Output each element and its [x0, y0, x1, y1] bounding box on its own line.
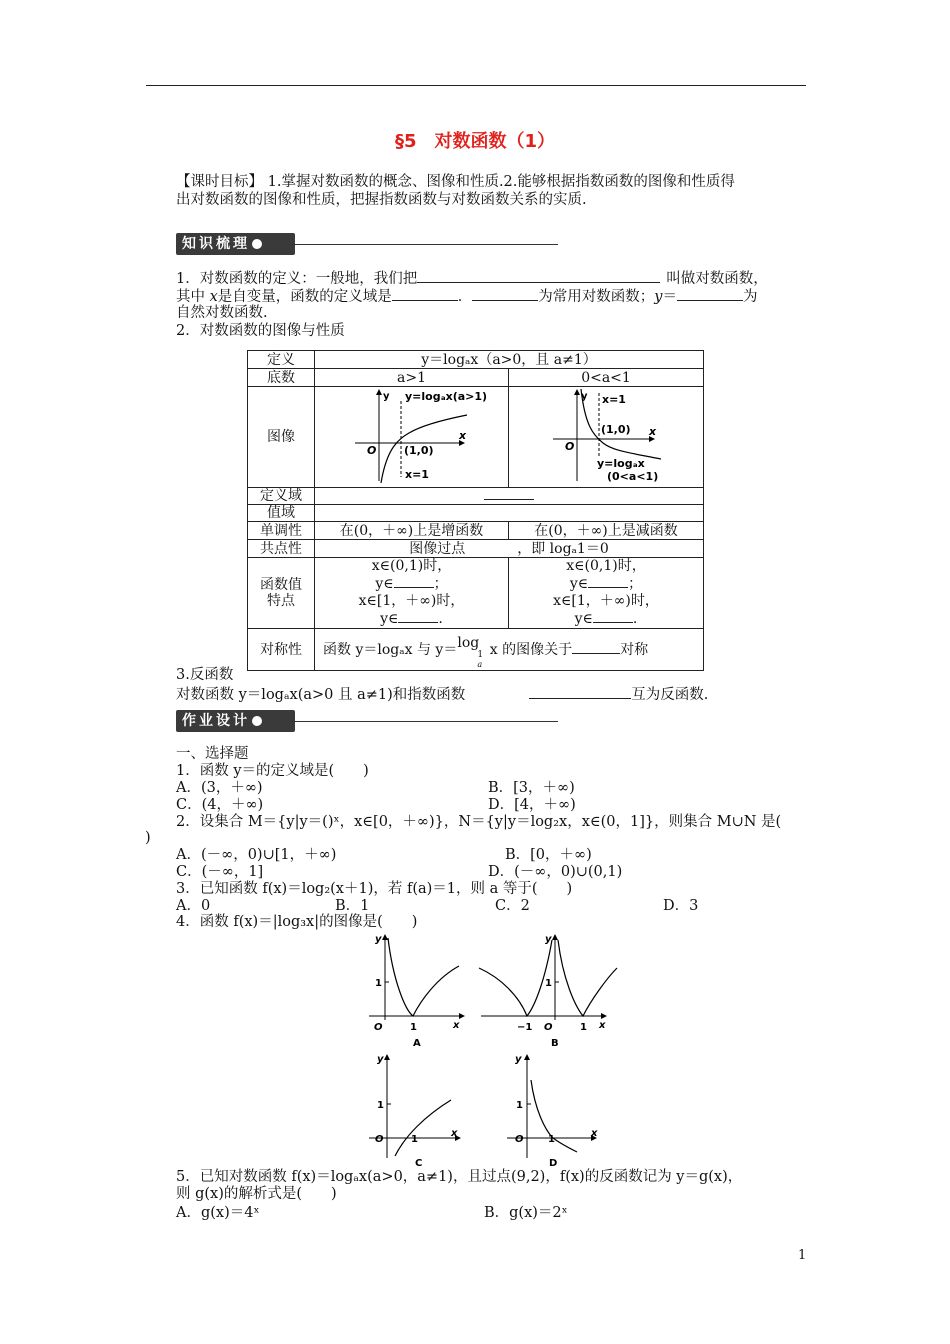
graph-right-cell	[509, 387, 704, 488]
hw-q5-option-b[interactable]: B．g(x)＝2ˣ	[484, 1205, 568, 1221]
x-arrow-icon	[459, 1013, 465, 1019]
vals-text: ；	[433, 576, 448, 592]
table-row	[248, 488, 704, 505]
hw-category: 一、选择题	[176, 746, 249, 762]
hw-q3-option-b[interactable]: B．1	[335, 898, 370, 914]
table-row	[248, 558, 704, 629]
curve	[388, 938, 459, 1016]
hw-q3-option-d[interactable]: D．3	[663, 898, 699, 914]
section-banner-homework	[176, 710, 295, 732]
graph-option-b[interactable]	[479, 934, 617, 1049]
y-arrow-icon	[552, 934, 558, 940]
def-value: y＝logₐx（a>0，且 a≠1）	[315, 351, 704, 369]
goals-line1	[176, 173, 735, 191]
page-title: §5 对数函数（1）	[394, 131, 556, 152]
row-label: 定义	[248, 351, 315, 369]
point-cell	[315, 540, 704, 558]
domain-cell[interactable]	[315, 488, 704, 505]
range-cell[interactable]	[315, 505, 704, 522]
vals-text: x∈(0,1)时，	[566, 558, 646, 574]
vals-text: x∈[1，＋∞)时，	[358, 593, 465, 609]
tick-label: 1	[545, 978, 552, 989]
point-label: (1,0)	[601, 423, 631, 436]
hw-q1: 1．函数 y＝的定义域是( )	[176, 763, 369, 779]
inverse-text-b: 互为反函数.	[631, 687, 709, 703]
row-label: 共点性	[248, 540, 315, 558]
table-row	[248, 522, 704, 540]
log-sub-top: 1	[477, 649, 484, 660]
vals-label-1: 函数值	[260, 577, 302, 593]
knowledge-q1-line1	[176, 268, 768, 288]
tick-label: 1	[548, 1134, 555, 1145]
curve	[395, 1100, 451, 1156]
tick-label: 1	[410, 1022, 417, 1033]
answer-blank[interactable]	[484, 489, 534, 500]
banner-line	[290, 721, 558, 722]
axis-label-y: y	[382, 391, 390, 402]
vals-text: y∈	[569, 576, 589, 592]
axis-label-x: x	[458, 429, 466, 442]
graph-option-c[interactable]	[369, 1054, 461, 1169]
inverse-text-a: 对数函数 y＝logₐx(a>0 且 a≠1)和指数函数	[176, 687, 466, 703]
log-sub-bot: a	[477, 659, 483, 669]
row-label: 对称性	[248, 629, 315, 671]
knowledge-q1-line3: 自然对数函数.	[176, 305, 268, 321]
origin-label: O	[565, 440, 575, 453]
tick-label: 1	[411, 1134, 418, 1145]
line-label: x=1	[602, 393, 626, 406]
line-label: x=1	[404, 468, 429, 481]
banner-dot-icon	[252, 716, 262, 726]
hw-q2-option-b[interactable]: B．[0，＋∞)	[505, 847, 592, 863]
hw-q3: 3．已知函数 f(x)＝log₂(x＋1)，若 f(a)＝1，则 a 等于( )	[176, 881, 573, 897]
q1-text-h: 为	[743, 289, 758, 305]
log-base-fraction	[457, 634, 485, 669]
graph-increasing	[317, 387, 507, 483]
hw-q5-line2: 则 g(x)的解析式是( )	[176, 1186, 337, 1202]
y-arrow-icon	[376, 389, 382, 395]
graph-option-d[interactable]	[507, 1054, 598, 1169]
origin-label: O	[366, 444, 376, 457]
axis-label-x: x	[649, 425, 657, 438]
answer-blank[interactable]	[677, 286, 743, 301]
q1-text-g: ＝	[662, 289, 677, 305]
graph-option-a[interactable]	[369, 934, 465, 1049]
sym-cell	[315, 629, 704, 671]
answer-blank[interactable]	[398, 610, 438, 623]
axis-label-y: y	[545, 934, 552, 945]
hw-q2-option-c[interactable]: C．(－∞，1]	[176, 864, 264, 880]
table-row	[248, 629, 704, 671]
point-label: (1,0)	[403, 444, 434, 457]
hw-q5-option-a[interactable]: A．g(x)＝4ˣ	[176, 1205, 260, 1221]
section-banner-knowledge	[176, 233, 295, 255]
q1-var-x: x	[209, 289, 218, 305]
banner-line	[290, 244, 558, 245]
knowledge-q2: 2．对数函数的图像与性质	[176, 323, 345, 339]
row-label: 底数	[248, 369, 315, 387]
tick-label: 1	[580, 1022, 587, 1033]
hw-q2-end: )	[145, 830, 151, 846]
option-label: D	[549, 1158, 558, 1169]
y-arrow-icon	[524, 1054, 530, 1060]
answer-blank[interactable]	[392, 286, 458, 301]
q1-text-a: 1．对数函数的定义：一般地，我们把	[176, 271, 418, 287]
tick-label: −1	[517, 1022, 533, 1033]
row-label: 定义域	[248, 488, 315, 505]
y-arrow-icon	[574, 389, 580, 395]
properties-table	[247, 350, 704, 671]
curve	[558, 940, 617, 1016]
point-text-a: 图像过点	[409, 540, 466, 557]
point-text-b: ，即 logₐ1＝0	[517, 540, 609, 557]
curve-label: y=logₐx	[597, 457, 645, 470]
hw-q1-option-b[interactable]: B．[3，＋∞)	[488, 780, 575, 796]
curve-label: y=logₐx(a>1)	[404, 390, 487, 403]
hw-q1-option-c[interactable]: C．(4，＋∞)	[176, 797, 264, 813]
curve	[479, 940, 552, 1016]
origin-label: O	[374, 1022, 383, 1033]
origin-label: O	[515, 1134, 524, 1145]
tick-label: 1	[516, 1100, 523, 1111]
table-row	[248, 505, 704, 522]
curve-label-condition: (0<a<1)	[607, 470, 659, 483]
vals-text: .	[632, 611, 638, 627]
axis-label-y: y	[375, 934, 382, 945]
q4-options-figure	[355, 930, 620, 1175]
knowledge-q1-line2	[176, 286, 758, 306]
hw-q2: 2．设集合 M＝{y|y＝()ˣ，x∈[0，＋∞)}，N＝{y|y＝log₂x，x∈(0，1]}，则集合 M∪N 是(	[176, 814, 782, 830]
option-label: B	[551, 1038, 559, 1049]
banner-dot-icon	[252, 239, 262, 249]
hw-q1-option-a[interactable]: A．(3，＋∞)	[176, 780, 263, 796]
row-label: 图像	[248, 387, 315, 488]
axis-label-x: x	[599, 1020, 606, 1031]
axis-label-x: x	[453, 1020, 460, 1031]
vals-left	[315, 558, 509, 629]
table-row	[248, 540, 704, 558]
header-rule	[146, 85, 806, 86]
q1-text-f: 为常用对数函数；	[538, 289, 655, 305]
q1-text-b: 叫做对数函数，	[666, 271, 768, 287]
base-right: 0<a<1	[509, 369, 704, 387]
row-label: 单调性	[248, 522, 315, 540]
hw-q3-option-a[interactable]: A．0	[176, 898, 211, 914]
answer-blank[interactable]	[472, 286, 538, 301]
q1-text-d: 是自变量，函数的定义域是	[217, 289, 392, 305]
sym-text-c: 对称	[620, 641, 649, 658]
vals-text: x∈[1，＋∞)时，	[553, 593, 659, 609]
goals-text1: 1.掌握对数函数的概念、图像和性质.2.能够根据指数函数的图像和性质得	[263, 174, 735, 190]
hw-q4: 4．函数 f(x)＝|log₃x|的图像是( )	[176, 914, 418, 930]
hw-q2-option-a[interactable]: A．(－∞，0)∪[1，＋∞)	[176, 847, 337, 863]
vals-label-2: 特点	[267, 593, 295, 609]
page-number: 1	[798, 1248, 807, 1263]
sym-text-a: 函数 y＝logₐx 与 y＝	[323, 641, 458, 658]
inverse-line	[176, 684, 708, 704]
vals-right	[509, 558, 704, 629]
answer-blank[interactable]	[394, 575, 434, 588]
goals-line2: 出对数函数的图像和性质，把握指数函数与对数函数关系的实质.	[176, 192, 587, 208]
x-arrow-icon	[601, 1013, 607, 1019]
option-label: A	[413, 1038, 421, 1049]
graph-decreasing	[511, 387, 701, 483]
axis-label-y: y	[515, 1054, 522, 1065]
y-arrow-icon	[382, 934, 388, 940]
row-label	[248, 558, 315, 629]
axis-label-y: y	[377, 1054, 384, 1065]
q1-var-y: y	[654, 289, 663, 305]
y-arrow-icon	[384, 1054, 390, 1060]
answer-blank[interactable]	[588, 575, 628, 588]
row-label: 值域	[248, 505, 315, 522]
origin-label: O	[375, 1134, 384, 1145]
goals-tag: 【课时目标】	[176, 174, 263, 190]
vals-text: y∈	[375, 576, 394, 592]
table-row	[248, 387, 704, 488]
vals-text: y∈	[574, 611, 593, 627]
graph-left-cell	[315, 387, 509, 488]
answer-blank[interactable]	[593, 610, 633, 623]
hw-q1-option-d[interactable]: D．[4，＋∞)	[488, 797, 576, 813]
vals-text: y∈	[380, 611, 399, 627]
vals-text: ；	[628, 576, 643, 592]
vals-text: x∈(0,1)时，	[371, 558, 452, 574]
tick-label: 1	[375, 978, 382, 989]
option-label: C	[415, 1158, 423, 1169]
answer-blank[interactable]	[572, 639, 620, 654]
table-row	[248, 351, 704, 369]
sym-text-b: x 的图像关于	[485, 641, 573, 658]
hw-q5-line1: 5．已知对数函数 f(x)＝logₐx(a>0，a≠1)，且过点(9,2)，f(x)的反函数记为 y＝g(x)，	[176, 1169, 743, 1185]
answer-blank[interactable]	[529, 684, 631, 699]
inverse-title: 3.反函数	[176, 667, 234, 683]
q1-text-c: 其中	[176, 289, 205, 305]
q1-text-e: ．	[457, 289, 473, 305]
axis-label-x: x	[451, 1128, 458, 1139]
mono-right: 在(0，＋∞)上是减函数	[509, 522, 704, 540]
hw-q2-option-d[interactable]: D．(－∞，0)∪(0,1)	[488, 864, 623, 880]
base-left: a>1	[315, 369, 509, 387]
banner-text: 知识梳理	[182, 236, 250, 252]
axis-label-y: y	[581, 391, 588, 402]
tick-label: 1	[377, 1100, 384, 1111]
mono-left: 在(0，＋∞)上是增函数	[315, 522, 509, 540]
log-word: log	[457, 634, 480, 651]
banner-text: 作业设计	[182, 713, 250, 729]
origin-label: O	[544, 1022, 553, 1033]
axis-label-x: x	[591, 1128, 598, 1139]
table-row	[248, 369, 704, 387]
answer-blank[interactable]	[417, 268, 660, 283]
vals-text: .	[438, 611, 443, 627]
hw-q3-option-c[interactable]: C．2	[495, 898, 530, 914]
